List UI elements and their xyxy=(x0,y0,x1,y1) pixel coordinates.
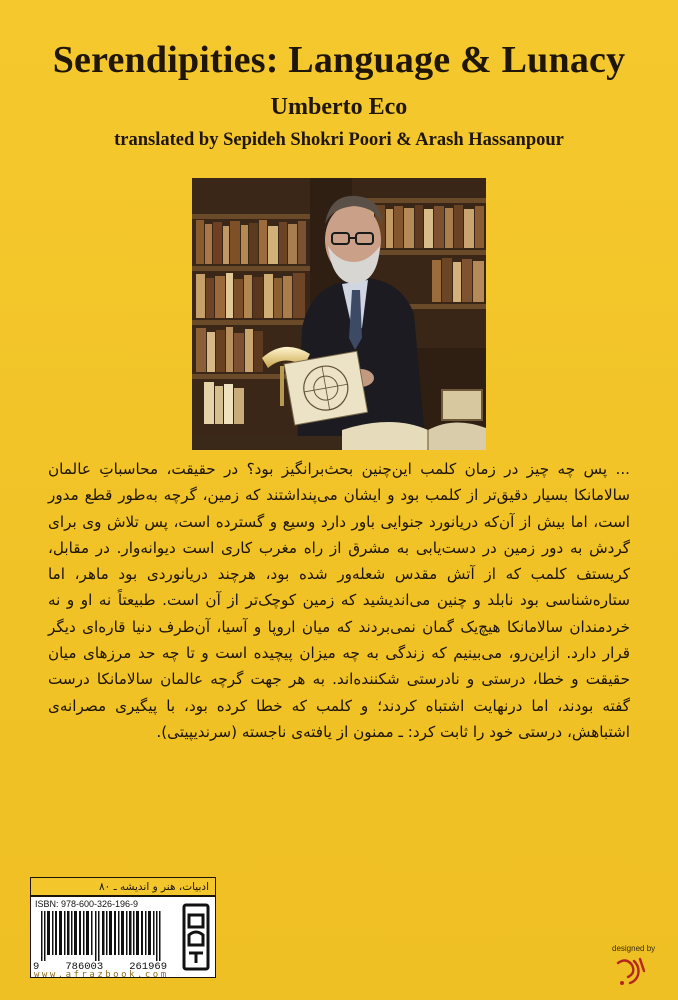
barcode-icon xyxy=(35,911,169,961)
barcode-digit-group-2: 261969 xyxy=(129,961,167,973)
publisher-website: www.afrazbook.com xyxy=(34,970,169,980)
author-name: Umberto Eco xyxy=(270,94,408,120)
barcode-panel xyxy=(30,896,216,978)
designed-by-label: designed by xyxy=(612,944,656,953)
series-label: ادبیات، هنر و اندیشه ـ ۸۰ xyxy=(30,877,216,896)
designer-signature-icon xyxy=(610,953,654,987)
isbn-text: ISBN: 978-600-326-196-9 xyxy=(35,899,139,909)
book-title: Serendipities: Language & Lunacy xyxy=(52,39,626,81)
author-photo xyxy=(192,178,486,450)
barcode-digit-prefix: 9 xyxy=(33,961,40,973)
translators-line: translated by Sepideh Shokri Poori & Arash Hassanpour xyxy=(114,130,564,150)
barcode-digit-group-1: 786003 xyxy=(65,961,104,973)
afraz-logo-icon xyxy=(179,901,213,973)
blurb-text: ... پس چه چیز در زمان کلمب این‌چنین بحث‌برانگیز بود؟ در حقیقت، محاسباتِ عالمان سالامانکا بسیار دقیق‌تر از کلمب بود و ایشان می‌پنداشتند که زمین، گرچه به‌طور قطع مدور است، اما بیش از آن‌که دریانورد جنوایی باور دارد وسیع و گسترده است، پس تلاش وی برای گردش به دور زمین در دست‌یابی به مشرق از راه مغرب کاری است دیوانه‌وار. در مقابل، کریستف کلمب که از آتش مقدس شعله‌ور شده بود، هرچند دریانوردی بود ماهر، اما ستاره‌شناسی بود نابلد و چنین می‌اندیشید که زمین کوچک‌تر از آن است. طبیعتاً نه او و نه خردمندان سالامانکا هیچ‌یک گمان نمی‌بردند که میان اروپا و آسیا، آن‌طرف دنیا قاره‌ای دیگر قرار دارد. ازاین‌رو، می‌بینیم که زندگی به چه میزان پیچیده است و تا چه حد مرزهای میان حقیقت و خطا، درستی و نادرستی شکننده‌اند. به هر جهت گرچه عالمان سالامانکا درست گفته بودند، اما درنهایت اشتباه کردند؛ و کلمب که خطا کرده بود، با پیگیری مصرانه‌ی اشتباهش، درستی خود را ثابت کرد: ـ ممنون از یافته‌ی ناجسته (سرندیپیتی). xyxy=(48,460,630,741)
